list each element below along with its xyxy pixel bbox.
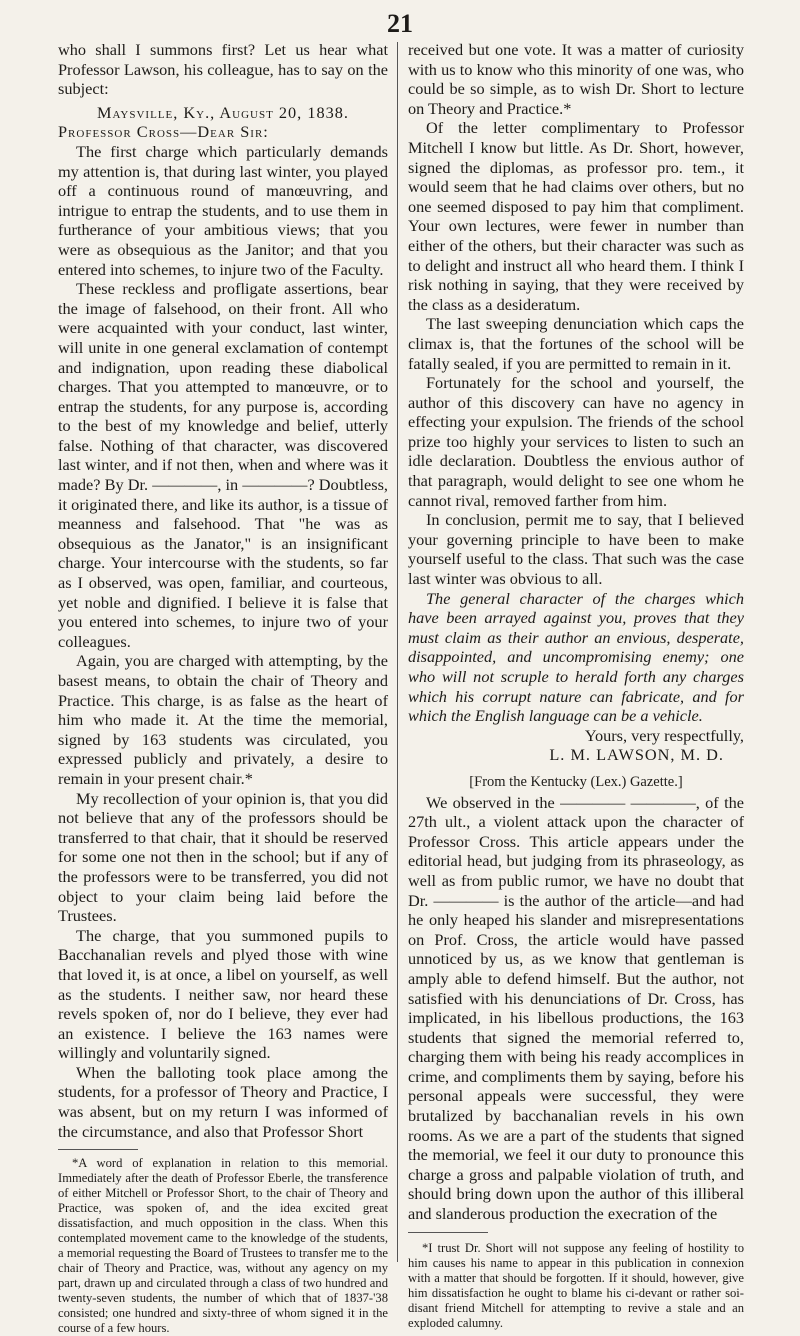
letter-closing: Yours, very respectfully,	[584, 725, 744, 745]
letter-dateline: Maysville, Ky., August 20, 1838.	[97, 102, 349, 122]
paragraph: These reckless and profligate assertions, bear the image of falsehood, on their front. All who were acquainted with your conduct, last winter, will unite in one general exclamation of contempt and indignation, upon reading these diabolical charges. That you attempted to manœuvre, or to entrap the students, for any purpose is, according to the best of my knowledge and belief, utterly false. Nothing of that character, was discovered last winter, and if not then, when and where was it made? By Dr. ————, in ————? Doubtless, it originated there, and like its author, is a tissue of meanness and falsehood. That "he was as obsequious as the Janator," is an insignificant charge. Your intercourse with the students, so far as I observed, was open, familiar, and courteous, yet noble and dignified. I believe it is false that you entered into schemes, to injure two of your colleagues.	[58, 279, 388, 651]
letter-signature: L. M. LAWSON, M. D.	[549, 745, 724, 765]
footnote: *I trust Dr. Short will not suppose any feeling of hostility to him causes his name to appear in this publication in connexion with a matter that should be forgotten. If it should, however, give him dissatisfaction he ought to blame his ci-devant or rather soi-disant friend Mitchell for attempting to revive a stale and an exploded calumny.	[408, 1240, 744, 1330]
paragraph: When the balloting took place among the students, for a professor of Theory and Practice, I was absent, but on my return I was informed of the circumstance, and also that Professor Short	[58, 1062, 388, 1141]
column-divider	[397, 42, 398, 1262]
footnote: *A word of explanation in relation to this memorial. Immediately after the death of Professor Eberle, the transference of either Mitchell or Professor Short, to the chair of Theory and Practice, was spoken of, and the idea excited great dissatisfaction, and much opposition in the class. When this contemplated movement came to the knowledge of the students, a memorial requesting the Board of Trustees to transfer me to the chair of Theory and Practice, was, without any agency on my part, drawn up and circulated through a class of two hundred and twenty-seven students, the number of which that of 1837-'38 consisted; one hundred and sixty-three of whom signed it in the course of a few hours.	[58, 1156, 388, 1336]
page-number: 21	[387, 9, 413, 38]
right-column	[408, 40, 744, 1330]
left-column	[58, 40, 388, 1336]
paragraph: The last sweeping denunciation which caps the climax is, that the fortunes of the school will be fatally sealed, if you are permitted to remain in it.	[408, 314, 744, 373]
paragraph: Again, you are charged with attempting, by the basest means, to obtain the chair of Theory and Practice. This charge, is as false as the heart of him who made it. At the time the memorial, signed by 163 students was circulated, you expressed publicly and privately, a desire to remain in your present chair.*	[58, 651, 388, 788]
footnote-divider	[58, 1149, 138, 1150]
paragraph: In conclusion, permit me to say, that I believed your governing principle to have been to make yourself useful to the class. That such was the case last winter was obvious to all.	[408, 510, 744, 589]
paragraph: The first charge which particularly demands my attention is, that during last winter, you played off a continuous round of manœuvring, and intrigue to entrap the students, and to use them in furtherance of your ambitious views; that you were as obsequious as the Janitor; and that you entered into schemes, to injure two of the Faculty.	[58, 141, 388, 279]
letter-salutation: Professor Cross—Dear Sir:	[58, 122, 269, 142]
paragraph: received but one vote. It was a matter of curiosity with us to know who this minority of one was, who could be so simple, as to wish Dr. Short to lecture on Theory and Practice.*	[408, 40, 744, 118]
footnote-divider	[408, 1232, 488, 1233]
source-heading: [From the Kentucky (Lex.) Gazette.]	[469, 773, 683, 790]
intro-paragraph: who shall I summons first? Let us hear what Professor Lawson, his colleague, has to say on the subject:	[58, 40, 388, 99]
paragraph: Fortunately for the school and yourself, the author of this discovery can have no agency in effecting your expulsion. The friends of the school prize too highly your services to listen to such an idle declaration. Doubtless the envious author of that paragraph, would delight to see one whom he cannot rival, removed farther from him.	[408, 373, 744, 510]
paragraph: We observed in the ———— ————, of the 27th ult., a violent attack upon the character of Professor Cross. This article appears under the editorial head, but judging from its phraseology, as well as from public rumor, we have no doubt that Dr. ———— is the author of the article—and had he only heaped his slander and misrepresentations on Prof. Cross, the article would have passed unnoticed by us, as we know that gentleman is amply able to defend himself. But the author, not satisfied with his denunciations of Dr. Cross, has implicated, in his libellous productions, the 163 students that signed the memorial referred to, charging them with being his ready accomplices in crime, and compliments them by saying, before his personal appeals were successful, they were brutalized by bacchanalian revels in his own rooms. As we are a part of the students that signed the memorial, we feel it our duty to pronounce this charge a gross and palpable violation of truth, and should bring down upon the author of this illiberal and slanderous production the execration of the	[408, 792, 744, 1224]
paragraph: My recollection of your opinion is, that you did not believe that any of the professors should be transferred to that chair, that it should be reserved for some one not then in the school; but if any of the professors were to be transferred, you did not object to your claim being laid before the Trustees.	[58, 788, 388, 926]
paragraph: Of the letter complimentary to Professor Mitchell I know but little. As Dr. Short, however, signed the diplomas, as professor pro. tem., it would seem that he had claims over others, but no one seemed disposed to pay him that compliment. Your own lectures, were fewer in number than either of the others, but their character was such as to delight and instruct all who heard them. I think I risk nothing in saying, that they were received by the class as a desideratum.	[408, 118, 744, 314]
paragraph: The charge, that you summoned pupils to Bacchanalian revels and plyed those with wine that loved it, is at once, a libel on yourself, as well as the students. I neither saw, nor heard these revels spoken of, nor do I believe, they ever had an existence. I believe the 163 names were willingly and voluntarily signed.	[58, 925, 388, 1063]
paragraph-italic: The general character of the charges which have been arrayed against you, proves that they must claim as their author an envious, desperate, disappointed, and uncompromising enemy; one who will not scruple to herald forth any charges which his corrupt nature can fabricate, and for which the English language can be a vehicle.	[408, 588, 744, 726]
